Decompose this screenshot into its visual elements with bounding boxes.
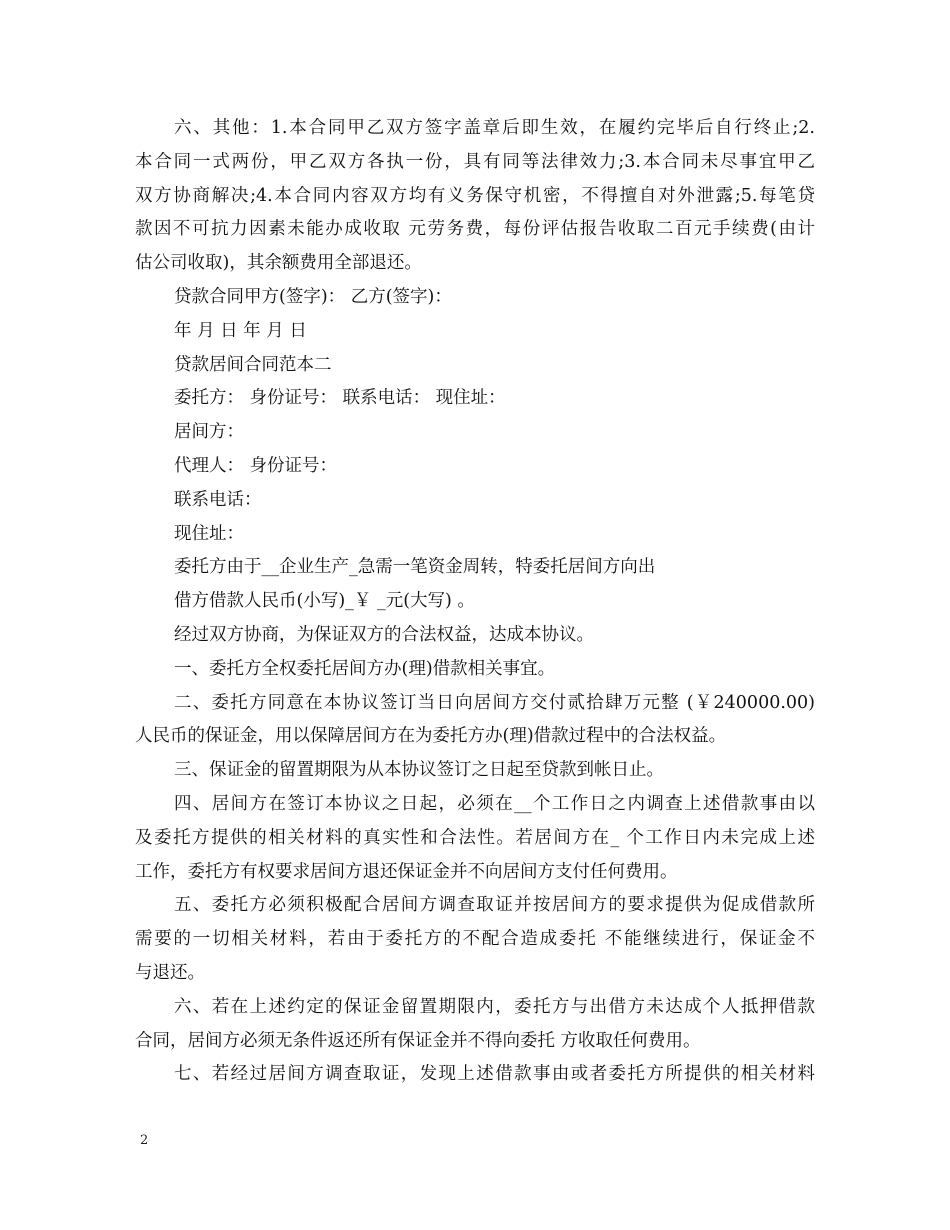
text-line: 六、若在上述约定的保证金留置期限内，委托方与出借方未达成个人抵押借款 [174, 996, 815, 1017]
text-line: 现住址： [174, 523, 244, 544]
text-line: 年 月 日 年 月 日 [174, 320, 307, 341]
document-body [135, 112, 815, 1092]
text-line: 代理人： 身份证号： [174, 455, 338, 476]
text-line: 及委托方提供的相关材料的真实性和合法性。若居间方在_ 个工作日内未完成上述 [135, 827, 815, 848]
text-line: 合同，居间方必须无条件返还所有保证金并不得向委托 方收取任何费用。 [135, 1030, 701, 1051]
text-line: 估公司收取)，其余额费用全部退还。 [135, 253, 422, 274]
text-line: 居间方： [174, 422, 244, 443]
text-line: 本合同一式两份，甲乙双方各执一份，具有同等法律效力;3.本合同未尽事宜甲乙 [135, 151, 815, 172]
text-line: 委托方由于__企业生产_急需一笔资金周转，特委托居间方向出 [174, 557, 656, 578]
text-line: 委托方： 身份证号： 联系电话： 现住址： [174, 388, 506, 409]
text-line: 联系电话： [174, 489, 262, 510]
text-line: 需要的一切相关材料，若由于委托方的不配合造成委托 不能继续进行，保证金不 [135, 929, 815, 950]
text-line: 贷款居间合同范本二 [174, 354, 332, 375]
text-line: 经过双方协商，为保证双方的合法权益，达成本协议。 [174, 624, 594, 645]
text-line: 四、居间方在签订本协议之日起，必须在__个工作日之内调查上述借款事由以 [174, 793, 815, 814]
text-line: 一、委托方全权委托居间方办(理)借款相关事宜。 [174, 658, 556, 679]
text-line: 三、保证金的留置期限为从本协议签订之日起至贷款到帐日止。 [174, 760, 664, 781]
text-line: 人民币的保证金，用以保障居间方在为委托方办(理)借款过程中的合法权益。 [135, 726, 727, 747]
text-line: 款因不可抗力因素未能办成收取 元劳务费，每份评估报告收取二百元手续费(由计 [135, 219, 815, 240]
text-line: 二、委托方同意在本协议签订当日向居间方交付贰拾肆万元整 (￥240000.00) [174, 692, 815, 713]
text-line: 借方借款人民币(小写)_￥ _元(大写) 。 [174, 591, 475, 612]
text-line: 贷款合同甲方(签字)： 乙方(签字)： [174, 286, 452, 307]
text-line: 工作，委托方有权要求居间方退还保证金并不向居间方支付任何费用。 [135, 861, 678, 882]
text-line: 五、委托方必须积极配合居间方调查取证并按居间方的要求提供为促成借款所 [174, 895, 815, 916]
text-line: 七、若经过居间方调查取证，发现上述借款事由或者委托方所提供的相关材料 [174, 1064, 815, 1085]
text-line: 与退还。 [135, 962, 205, 983]
text-line: 六、其他：1.本合同甲乙双方签字盖章后即生效，在履约完毕后自行终止;2. [174, 118, 815, 138]
page-number: 2 [140, 1133, 149, 1148]
text-line: 双方协商解决;4.本合同内容双方均有义务保守机密，不得擅自对外泄露;5.每笔贷 [135, 185, 815, 206]
